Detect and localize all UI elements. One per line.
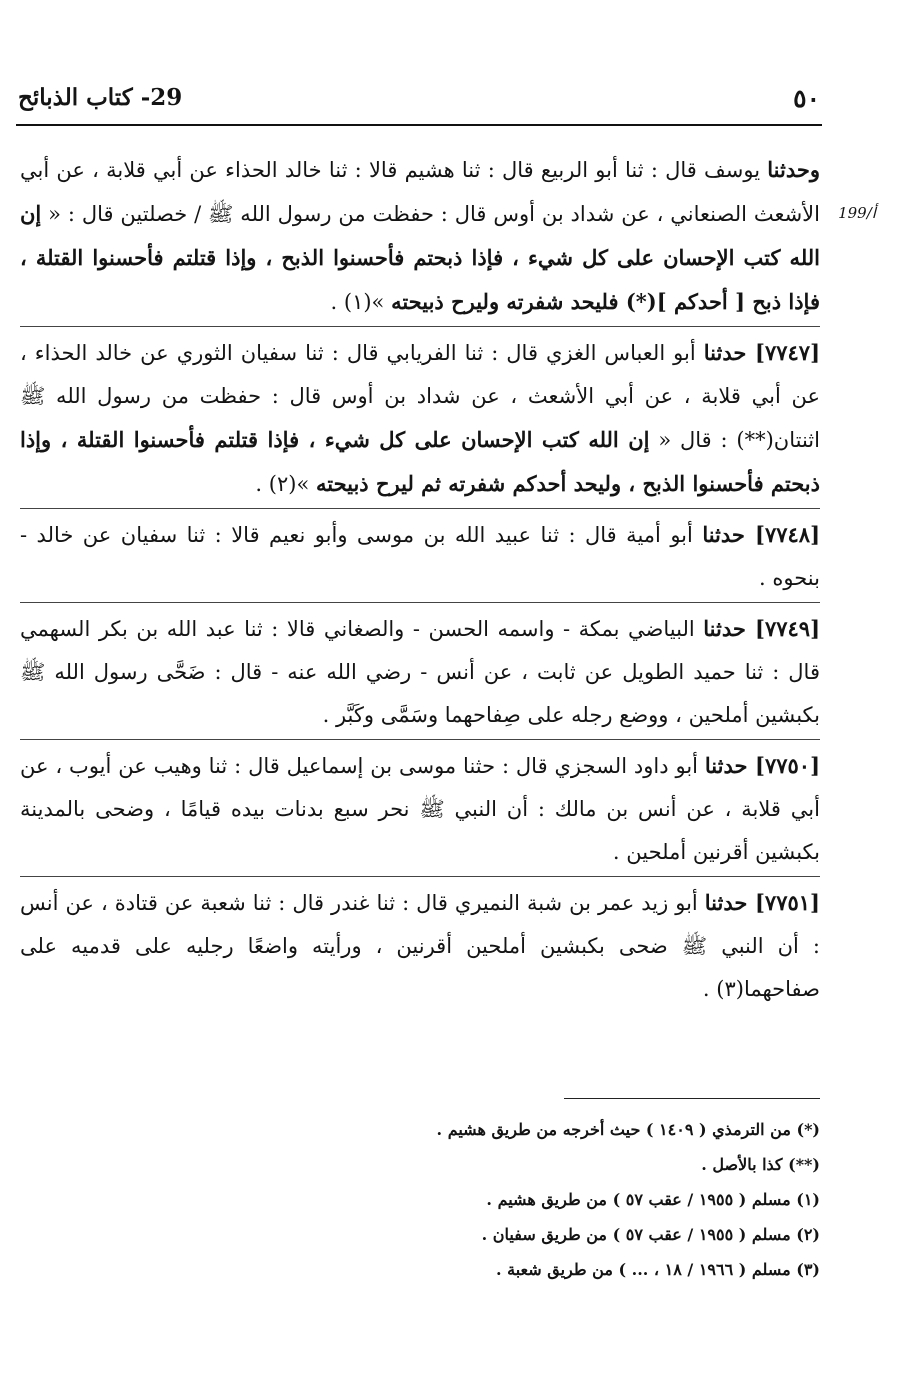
manuscript-folio-ref: 199/أ — [838, 204, 876, 222]
footnote-rule — [564, 1098, 820, 1099]
paragraph-divider — [20, 508, 820, 509]
hadith-7747 — [20, 331, 820, 506]
paragraph-text: أبو العباس الغزي قال : ثنا الفريابي قال : ثنا سفيان الثوري عن خالد الحذاء ، عن أبي قلابة ، عن أبي الأشعث ، عن شداد بن أوس قال : حفظت من رسول الله ﷺ اثنتان(**) : قال « — [20, 341, 820, 452]
hadith-text: إن الله كتب الإحسان على كل شيء ، فإذا ذبحتم فأحسنوا الذبح ، وإذا قتلتم فأحسنوا القتلة ، فإذا ذبح [ أحدكم ](*) فليحد شفرته وليرح ذبيحته — [20, 201, 820, 314]
hadith-7750 — [20, 744, 820, 874]
main-text — [20, 148, 820, 1011]
footnote: (٣) مسلم ( ١٩٦٦ / ١٨ ، ... ) من طريق شعبة . — [495, 1260, 820, 1279]
paragraph-divider — [20, 326, 820, 327]
paragraph-divider — [20, 602, 820, 603]
hadith-7751 — [20, 881, 820, 1011]
footnote: (**) كذا بالأصل . — [701, 1155, 820, 1174]
footnote: (٢) مسلم ( ١٩٥٥ / عقب ٥٧ ) من طريق سفيان . — [481, 1225, 820, 1244]
paragraph-end: »(٢) . — [255, 472, 316, 496]
hadith-text: إن الله كتب الإحسان على كل شيء ، فإذا قتلتم فأحسنوا القتلة ، وإذا ذبحتم فأحسنوا الذبح ، وليحد أحدكم شفرته ثم ليرح ذبيحته — [20, 427, 820, 496]
hadith-number: [٧٧٤٧] حدثنا — [703, 340, 820, 365]
hadith-number: [٧٧٤٩] حدثنا — [703, 616, 820, 641]
paragraph-text: يوسف قال : ثنا أبو الربيع قال : ثنا هشيم قالا : ثنا خالد الحذاء عن أبي قلابة ، عن أبي الأشعث الصنعاني ، عن شداد بن أوس قال : حفظت من رسول الله ﷺ / خصلتين قال : « — [20, 158, 820, 226]
paragraph-text: أبو أمية قال : ثنا عبيد الله بن موسى وأبو نعيم قالا : ثنا سفيان عن خالد - بنحوه . — [20, 523, 820, 590]
paragraph-end: »(١) . — [330, 290, 392, 314]
paragraph-intro — [20, 148, 820, 324]
footnote: (١) مسلم ( ١٩٥٥ / عقب ٥٧ ) من طريق هشيم . — [486, 1190, 820, 1209]
book-title: 29- كتاب الذبائح — [18, 84, 183, 111]
footnotes — [20, 1112, 820, 1287]
header-rule — [16, 124, 822, 126]
paragraph-label: وحدثنا — [767, 157, 820, 182]
paragraph-divider — [20, 876, 820, 877]
hadith-7748 — [20, 513, 820, 600]
paragraph-text: البياضي بمكة - واسمه الحسن - والصغاني قالا : ثنا عبد الله بن بكر السهمي قال : ثنا حميد الطويل عن ثابت ، عن أنس - رضي الله عنه - قال : ضَحَّى رسول الله ﷺ بكبشين أملحين ، ووضع رجله على صِفاحهما وسَمَّى وكَبَّر . — [20, 617, 820, 727]
hadith-number: [٧٧٥٠] حدثنا — [704, 753, 820, 778]
hadith-7749 — [20, 607, 820, 737]
footnote: (*) من الترمذي ( ١٤٠٩ ) حيث أخرجه من طريق هشيم . — [436, 1120, 820, 1139]
page-number: ٥٠ — [793, 84, 820, 113]
paragraph-text: أبو زيد عمر بن شبة النميري قال : ثنا غندر قال : ثنا شعبة عن قتادة ، عن أنس : أن النبي ﷺ ضحى بكبشين أملحين أقرنين ، ورأيته واضعًا رجليه على قدميه على صفاحهما(٣) . — [20, 891, 820, 1001]
hadith-number: [٧٧٥١] حدثنا — [704, 890, 820, 915]
paragraph-divider — [20, 739, 820, 740]
paragraph-text: أبو داود السجزي قال : حثنا موسى بن إسماعيل قال : ثنا وهيب عن أيوب ، عن أبي قلابة ، عن أنس بن مالك : أن النبي ﷺ نحر سبع بدنات بيده قيامًا ، وضحى بالمدينة بكبشين أقرنين أملحين . — [20, 754, 820, 864]
hadith-number: [٧٧٤٨] حدثنا — [702, 522, 820, 547]
